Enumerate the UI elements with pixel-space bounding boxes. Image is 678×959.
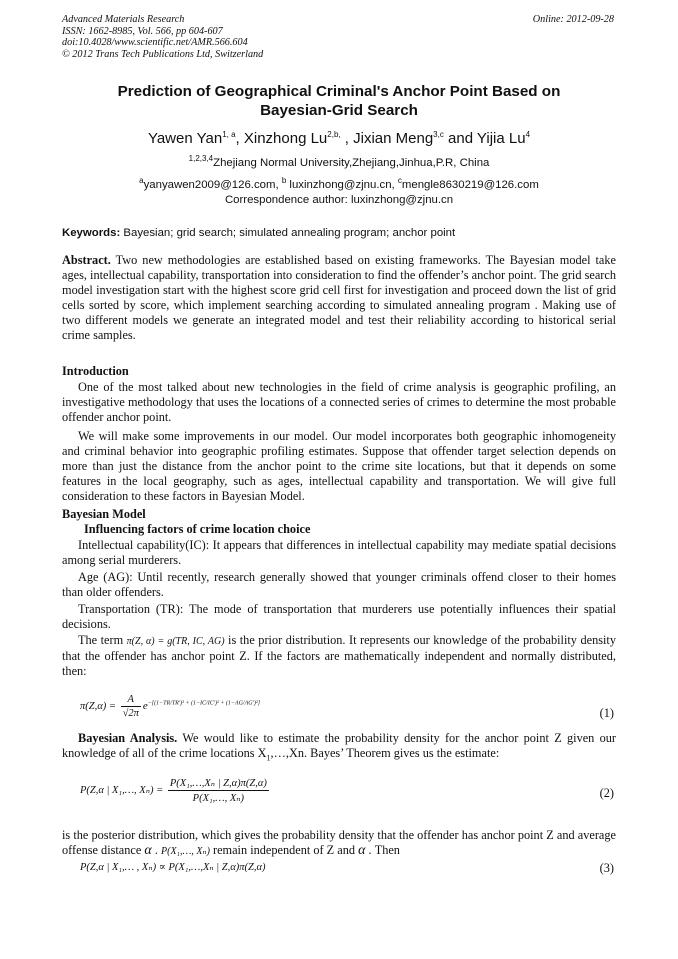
- eq1-denominator: √2π: [122, 708, 139, 719]
- posterior-pre: is the posterior distribution, which gives the probability density that the offender has anchor point Z and average offense distance: [62, 828, 616, 857]
- email-c: mengle8630219@126.com: [401, 179, 539, 191]
- intro-paragraph-1: One of the most talked about new technologies in the field of crime analysis is geographic profiling, an investigative methodology that uses the locations of a connected series of crimes to determine the most probable offender anchor point.: [62, 380, 616, 424]
- equation-2: [80, 777, 271, 804]
- title-line-2: Bayesian-Grid Search: [260, 102, 418, 119]
- eq1-exponent: −[(1−TR/TR′)² + (1−IC/IC′)² + (1−AG/AG′)²]: [147, 700, 261, 707]
- analysis-mid: ,…,Xn. Bayes’ Theorem gives us the estimate:: [270, 746, 500, 760]
- paper-title: [62, 82, 616, 120]
- posterior-formula: P(X₁,…, Xₙ): [161, 846, 210, 857]
- author-3: , Jixian Meng: [340, 130, 434, 147]
- abstract-text: Two new methodologies are established based on existing frameworks. The Bayesian model take ages, intellectual capability, transportation into consideration to find the offender’s anchor point. The grid search model investigation start with the highest score grid cell first for investigation and proceed down the list of grid cells sorted by score, which implement searching according to simulated annealing program . Making use of two different models we generate an integrated model and test their reliability according to historical serial crime samples.: [62, 253, 616, 342]
- copyright: © 2012 Trans Tech Publications Ltd, Switzerland: [62, 48, 264, 60]
- author-3-sup: 3,c: [433, 130, 444, 139]
- email-a-sup: a: [139, 176, 144, 186]
- analysis-sub: 1: [266, 753, 271, 763]
- bayesian-heading: Bayesian Model: [62, 507, 146, 521]
- author-1-sup: 1, a: [222, 130, 236, 139]
- affiliation: [62, 156, 616, 170]
- author-2-sup: 2,b,: [327, 130, 341, 139]
- email-b: luxinzhong@zjnu.cn,: [286, 179, 398, 191]
- ag-paragraph: Age (AG): Until recently, research generally showed that younger criminals offend closer to their homes than older offenders.: [62, 570, 616, 599]
- equation-1-number: (1): [599, 706, 614, 720]
- factors-heading: Influencing factors of crime location choice: [84, 522, 311, 536]
- abstract-label: Abstract.: [62, 253, 111, 267]
- prior-paragraph: [62, 633, 616, 679]
- eq1-numerator: A: [121, 694, 141, 707]
- alpha-symbol-2: α: [358, 843, 366, 858]
- eq2-lhs: P(Z,α | X₁,…, Xₙ) =: [80, 784, 164, 796]
- correspondence: Correspondence author: luxinzhong@zjnu.cn: [224, 194, 454, 206]
- journal-name: Advanced Materials Research: [62, 14, 185, 25]
- intro-heading: Introduction: [62, 364, 129, 378]
- eq1-lhs: π(Z,α) =: [80, 700, 116, 712]
- online-date: Online: 2012-09-28: [532, 14, 614, 25]
- email-c-sup: c: [397, 176, 402, 186]
- affiliation-text: Zhejiang Normal University,Zhejiang,Jinhua,P.R, China: [213, 157, 490, 169]
- keywords-text: Bayesian; grid search; simulated annealing program; anchor point: [120, 227, 456, 239]
- keywords: [62, 227, 616, 239]
- eq1-fraction: [121, 694, 141, 719]
- equation-1: π(Z,α) = $\frac{A}{√2\pi}$ $e^{-[(1-TR/TR')^2 + (1-IC/IC')^2 + (1-AG/AG')^2]}$: [80, 694, 261, 719]
- posterior-paragraph: [62, 828, 616, 859]
- emails: [62, 178, 616, 192]
- analysis-label: Bayesian Analysis.: [78, 731, 178, 745]
- author-2: , Xinzhong Lu: [235, 130, 328, 147]
- ic-paragraph: Intellectual capability(IC): It appears that differences in intellectual capability may mediate spatial decisions among serial murderers.: [62, 538, 616, 567]
- equation-3: P(Z,α | X₁,… , Xₙ) ∝ P(X₁,…,Xₙ | Z,α)π(Z,α): [80, 862, 266, 873]
- analysis-paragraph: [62, 731, 616, 761]
- prior-formula: π(Z, α) = g(TR, IC, AG): [126, 636, 225, 647]
- alpha-symbol-1: α: [144, 843, 152, 858]
- equation-3-number: (3): [599, 861, 614, 875]
- posterior-end: . Then: [365, 843, 400, 857]
- abstract: [62, 253, 616, 343]
- posterior-post: remain independent of Z and: [209, 843, 359, 857]
- email-a: yanyawen2009@126.com,: [143, 179, 282, 191]
- author-4-sup: 4: [525, 130, 531, 139]
- author-1: Yawen Yan: [147, 130, 223, 147]
- posterior-dot: .: [151, 843, 161, 857]
- eq2-denominator: P(X₁,…, Xₙ): [192, 793, 245, 804]
- eq2-numerator: P(X₁,…,Xₙ | Z,α)π(Z,α): [169, 778, 267, 789]
- intro-paragraph-2: We will make some improvements in our model. Our model incorporates both geographic inhomogeneity and criminal behavior into geographic profiling estimates. Suppose that offender target selection depends on more than just the distance from the anchor point to the crime site locations, but that it depends on some features in the local geography, such as ages, intellectual capability and transportation. We will give full consideration to these factors in Bayesian Model.: [62, 429, 616, 503]
- journal-header: [62, 14, 263, 60]
- doi: doi:10.4028/www.scientific.net/AMR.566.604: [62, 37, 248, 48]
- term-pre: The term: [78, 633, 127, 647]
- tr-paragraph: Transportation (TR): The mode of transportation that murderers use potentially influences their spatial decisions.: [62, 602, 616, 631]
- keywords-label: Keywords:: [62, 227, 121, 239]
- author-4: and Yijia Lu: [443, 130, 526, 147]
- term-post: is the prior distribution. It represents our knowledge of the probability density that the offender has anchor point Z. If the factors are mathematically independent and normally distributed, then:: [62, 633, 616, 678]
- affiliation-sup: 1,2,3,4: [188, 154, 214, 164]
- eq2-fraction: [168, 777, 269, 804]
- author-list: [62, 130, 616, 147]
- equation-2-number: (2): [599, 786, 614, 800]
- analysis-text: We would like to estimate the probability density for the anchor point Z given our knowledge of all of the crime locations X: [62, 731, 617, 760]
- issn: ISSN: 1662-8985, Vol. 566, pp 604-607: [62, 25, 223, 37]
- email-b-sup: b: [281, 176, 287, 186]
- title-line-1: Prediction of Geographical Criminal's Anchor Point Based on: [117, 83, 561, 100]
